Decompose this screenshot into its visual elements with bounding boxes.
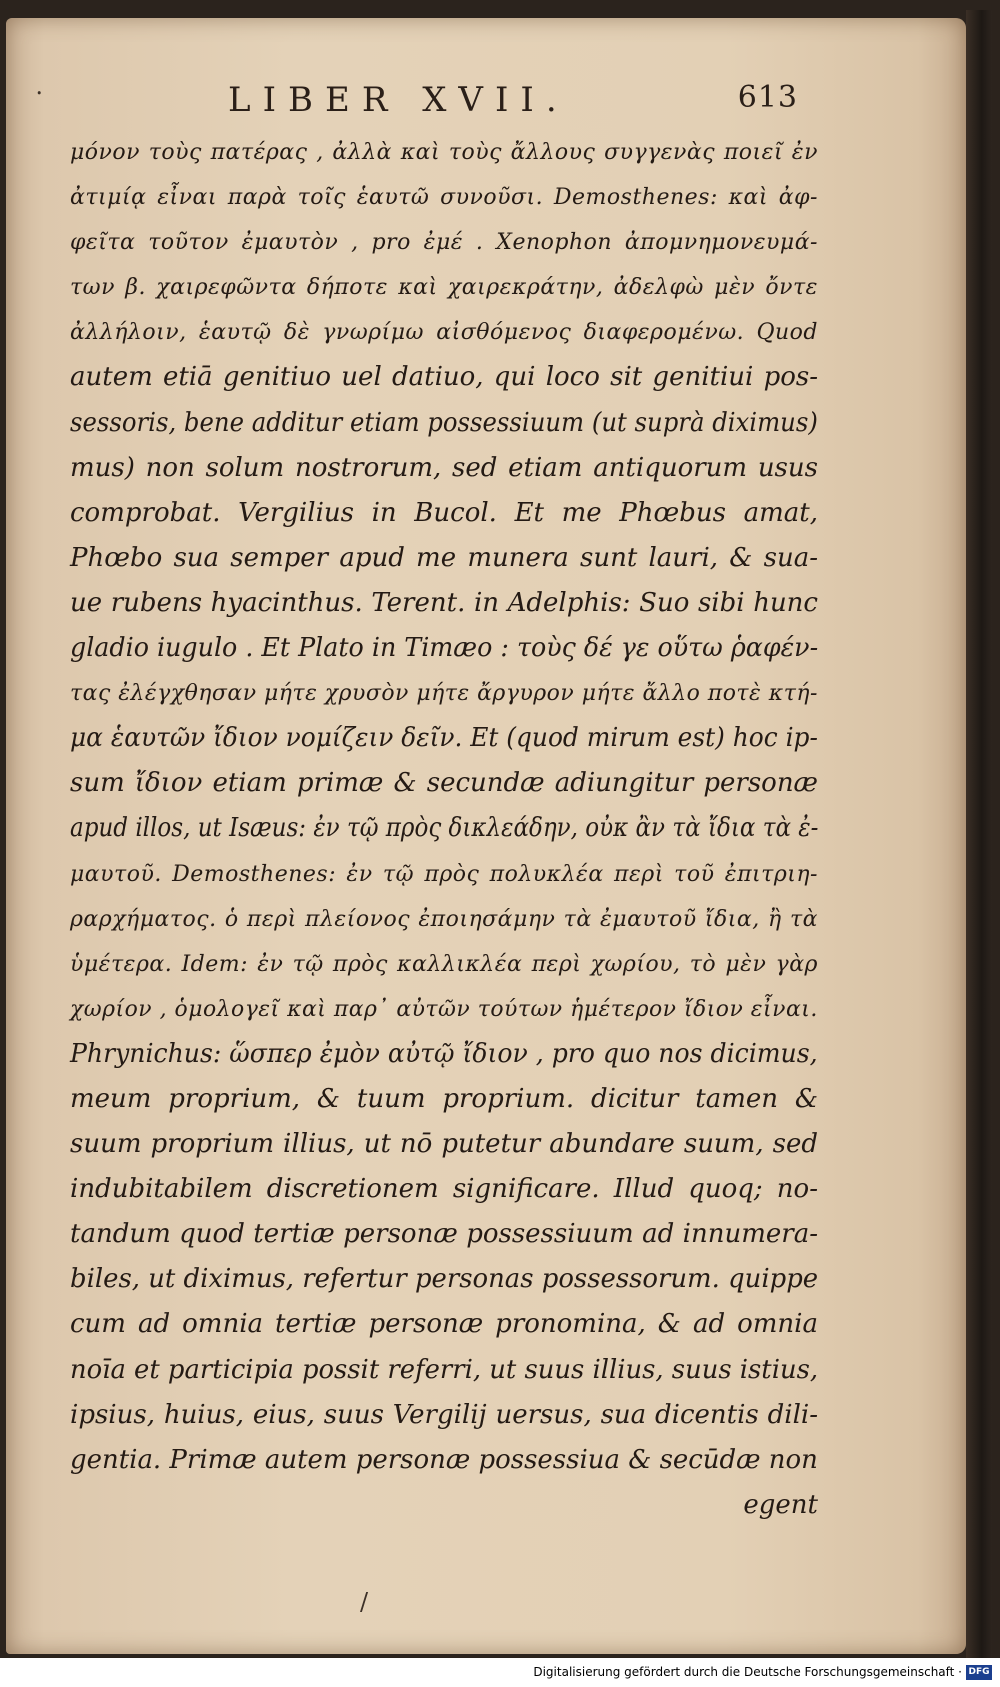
text-line: cum ad omnia tertiæ personæ pronomina, & ad omnia <box>70 1309 818 1340</box>
text-line: apud illos, ut Isæus: ἐν τῷ πρὸς δικλεάδην, οὐκ ἂν τὰ ἴδια τὰ ἐ- <box>70 813 819 844</box>
text-line: ὑμέτερα. Idem: ἐν τῷ πρὸς καλλικλέα περὶ χωρίου, τὸ μὲν γὰρ <box>70 951 818 977</box>
footer-bar <box>0 1658 1000 1687</box>
text-line: φεῖτα τοῦτον ἐμαυτὸν , pro ἐμέ . Xenophon ἀπομνημονευμά- <box>70 230 818 256</box>
text-line: ipsius, huius, eius, suus Vergilij uersus, sua dicentis dili- <box>70 1399 818 1430</box>
text-line: τας ἐλέγχθησαν μήτε χρυσὸν μήτε ἄργυρον μήτε ἄλλο ποτὲ κτή- <box>70 681 818 707</box>
text-line: indubitabilem discretionem significare. Illud quoq; no- <box>70 1174 818 1205</box>
text-line: ἀλλήλοιν, ἑαυτῷ δὲ γνωρίμω αἰσθόμενος διαφερομένω. Quod <box>70 320 818 346</box>
text-line: ue rubens hyacinthus. Terent. in Adelphis: Suo sibi hunc <box>70 587 818 618</box>
text-line: suum proprium illius, ut nō putetur abundare suum, sed <box>70 1129 818 1160</box>
text-line: tandum quod tertiæ personæ possessiuum ad innumera- <box>70 1219 818 1250</box>
catchword: egent <box>743 1489 818 1520</box>
text-line: biles, ut diximus, refertur personas possessorum. quippe <box>70 1264 819 1295</box>
dfg-logo: DFG <box>966 1665 992 1680</box>
text-line: sum ἴδιον etiam primæ & secundæ adiungitur personæ <box>70 768 818 799</box>
running-header <box>228 80 798 130</box>
text-line: των β. χαιρεφῶντα δήποτε καὶ χαιρεκράτην, ἀδελφὼ μὲν ὄντε <box>70 275 818 301</box>
page-mark-top: ⸱ <box>36 79 43 107</box>
text-line: ἀτιμίᾳ εἶναι παρὰ τοῖς ἑαυτῶ συνοῦσι. Demosthenes: καὶ ἀφ- <box>70 185 818 211</box>
text-line: sessoris, bene additur etiam possessiuum (ut suprà diximus) <box>70 407 818 438</box>
footer-credit: Digitalisierung gefördert durch die Deutsche Forschungsgemeinschaft · <box>533 1665 962 1679</box>
text-line: autem etiā genitiuo uel datiuo, qui loco sit genitiui pos- <box>70 362 818 393</box>
text-line: meum proprium, & tuum proprium. dicitur tamen & <box>70 1083 818 1114</box>
text-line: noīa et participia possit referri, ut suus illius, suus istius, <box>70 1354 819 1385</box>
text-line: gentia. Primæ autem personæ possessiua & secūdæ non <box>70 1444 818 1475</box>
book-edge <box>966 10 992 1660</box>
text-line: μα ἑαυτῶν ἴδιον νομίζειν δεῖν. Et (quod mirum est) hoc ip- <box>70 723 818 754</box>
body-text <box>70 130 818 1528</box>
text-line: μόνον τοὺς πατέρας , ἀλλὰ καὶ τοὺς ἄλλους συγγενὰς ποιεῖ ἐν <box>70 140 818 165</box>
text-line: ραρχήματος. ὁ περὶ πλείονος ἐποιησάμην τὰ ἐμαυτοῦ ἴδια, ἢ τὰ <box>70 906 818 932</box>
text-line: mus) non solum nostrorum, sed etiam antiquorum usus <box>70 452 818 483</box>
text-line: χωρίον , ὁμολογεῖ καὶ παρ᾽ αὐτῶν τούτων ἡμέτερον ἴδιον εἶναι. <box>70 996 818 1022</box>
page-number: 613 <box>737 80 798 115</box>
text-line: Phœbo sua semper apud me munera sunt lauri, & sua- <box>70 542 818 573</box>
page-title: LIBER XVII. <box>228 80 569 120</box>
text-line: μαυτοῦ. Demosthenes: ἐν τῷ πρὸς πολυκλέα περὶ τοῦ ἐπιτριη- <box>70 861 818 887</box>
text-line: Phrynichus: ὥσπερ ἐμὸν αὐτῷ ἴδιον , pro quo nos dicimus, <box>70 1038 818 1069</box>
text-line: comprobat. Vergilius in Bucol. Et me Phœbus amat, <box>70 497 818 528</box>
page-mark-bottom: / <box>360 1588 369 1616</box>
text-line: gladio iugulo . Et Plato in Timæo : τοὺς δέ γε οὕτω ῥαφέν- <box>70 633 819 664</box>
